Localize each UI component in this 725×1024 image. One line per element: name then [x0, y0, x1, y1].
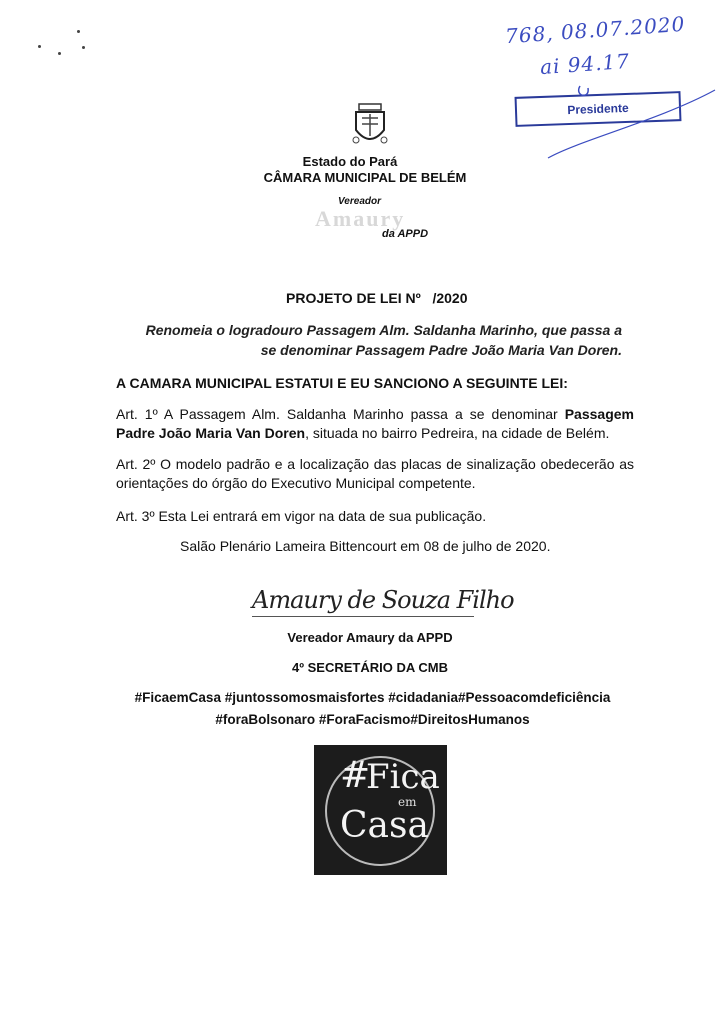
logo-word-fica: Fica	[366, 757, 440, 797]
vereador-label: Vereador	[338, 196, 381, 207]
hashtags-line-2: #foraBolsonaro #ForaFacismo#DireitosHumanos	[215, 712, 530, 727]
party-label: da APPD	[382, 228, 429, 240]
place-and-date: Salão Plenário Lameira Bittencourt em 08 de julho de 2020.	[180, 538, 551, 554]
article-1	[116, 405, 634, 443]
article-1-location: , situada no bairro Pedreira, na cidade de Belém.	[305, 425, 610, 441]
logo-hash: #	[340, 755, 371, 796]
signer-name: Vereador Amaury da APPD	[287, 630, 453, 645]
bill-title: PROJETO DE LEI Nº /2020	[286, 290, 468, 306]
fica-em-casa-logo	[314, 745, 447, 875]
bill-summary: Renomeia o logradouro Passagem Alm. Saldanha Marinho, que passa a se denominar Passagem Padre João Maria Van Doren.	[145, 322, 622, 358]
protocol-reference-handwritten: ai 94.17	[539, 48, 631, 80]
article-1-text: Art. 1º A Passagem Alm. Saldanha Marinho passa a se denominar	[116, 406, 565, 422]
stamp-label: Presidente	[567, 100, 629, 118]
article-3: Art. 3º Esta Lei entrará em vigor na data de sua publicação.	[116, 508, 487, 524]
handwritten-signature: Amaury de Souza Filho	[252, 586, 514, 614]
state-name: Estado do Pará	[302, 154, 398, 169]
enacting-clause: A CAMARA MUNICIPAL ESTATUI E EU SANCIONO A SEGUINTE LEI:	[116, 375, 568, 391]
protocol-number-handwritten: 768, 08.07.2020	[504, 11, 687, 49]
coat-of-arms-icon	[350, 100, 390, 152]
signer-role: 4º SECRETÁRIO DA CMB	[292, 660, 448, 675]
vereador-name-watermark: Amaury	[315, 206, 406, 231]
handwritten-scribble	[540, 70, 725, 170]
logo-word-em: em	[398, 795, 417, 809]
article-1-new-name: Passagem Padre João Maria Van Doren	[116, 406, 634, 441]
article-2: Art. 2º O modelo padrão e a localização das placas de sinalização obedecerão as orientações do órgão do Executivo Municipal competente.	[116, 456, 634, 491]
hashtags-line-1: #FicaemCasa #juntossomosmaisfortes #cidadania#Pessoacomdeficiência	[134, 690, 611, 705]
logo-word-casa: Casa	[340, 805, 429, 846]
signature-line	[252, 616, 474, 617]
chamber-name: CÂMARA MUNICIPAL DE BELÉM	[263, 170, 467, 185]
